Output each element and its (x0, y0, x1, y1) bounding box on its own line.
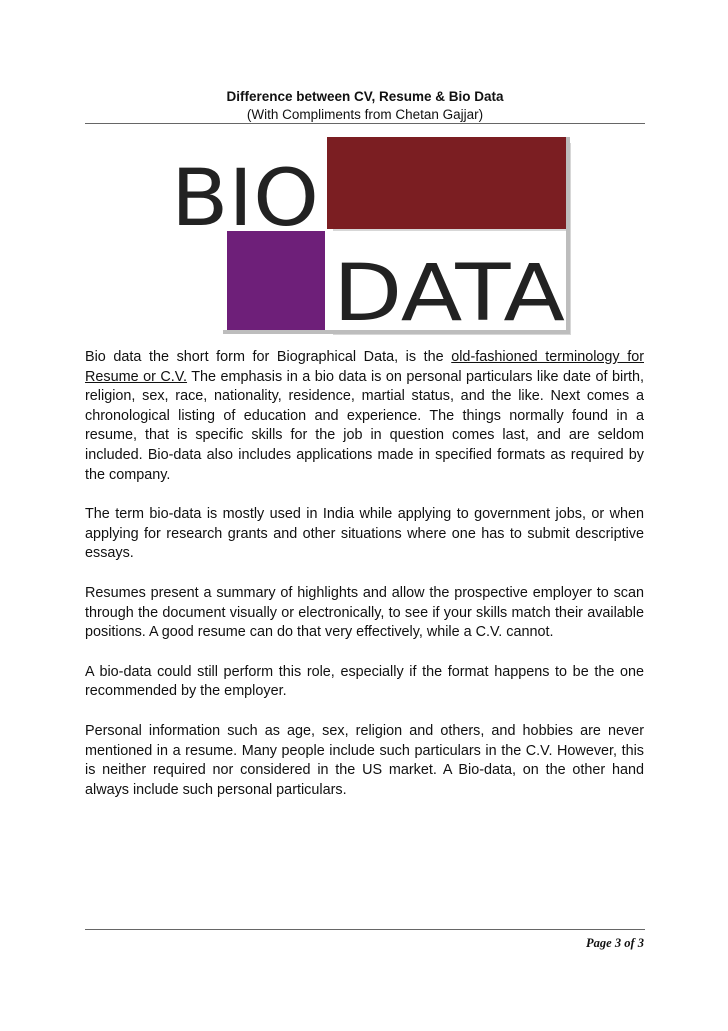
document-subtitle: (With Compliments from Chetan Gajjar) (246, 107, 484, 122)
paragraph-5: Personal information such as age, sex, religion and others, and hobbies are never mentioned in a resume. Many people include such particulars in the C.V. However, this is neither required nor considered in the US market. A Bio-data, on the other hand always include such personal particulars. (85, 722, 644, 798)
biodata-logo-graphic (163, 135, 573, 335)
paragraph-1-end: The emphasis in a bio data is on personal particulars like date of birth, religion, sex, race, nationality, residence, martial status, and the like. Next comes a chronological listing of education and experience. The things normally found in a resume, that is specific skills for the job in question comes last, and are seldom included. Bio-data also includes applications made in specified formats as required by the company. (85, 368, 644, 483)
footer-divider (85, 929, 645, 930)
logo-purple-square (227, 231, 325, 331)
biodata-logo-image (163, 135, 573, 335)
paragraph-3: Resumes present a summary of highlights and allow the prospective employer to scan through the document visually or electronically, to see if your skills match their available positions. A good resume can do that very effectively, while a C.V. cannot. (85, 584, 644, 641)
logo-maroon-square (327, 137, 567, 229)
document-body (85, 348, 644, 820)
page-header (85, 88, 645, 124)
paragraph-1-underlined: old-fashioned terminology for Resume or C.V. (85, 349, 644, 385)
paragraph-4: A bio-data could still perform this role, especially if the format happens to be the one recommended by the employer. (85, 663, 644, 700)
logo-word-bio: BIO (171, 154, 319, 244)
logo-word-data: DATA (333, 249, 565, 335)
paragraph-2: The term bio-data is mostly used in India while applying to government jobs, or when applying for research grants and other situations where one has to submit descriptive essays. (85, 506, 644, 562)
page-number: Page 3 of 3 (586, 936, 644, 950)
header-divider (85, 123, 645, 124)
paragraph-1-start: Bio data the short form for Biographical Data, is the (85, 349, 452, 365)
document-title: Difference between CV, Resume & Bio Data (226, 89, 504, 104)
paragraph-1 (85, 348, 644, 485)
logo-edge-shadow (566, 137, 570, 333)
